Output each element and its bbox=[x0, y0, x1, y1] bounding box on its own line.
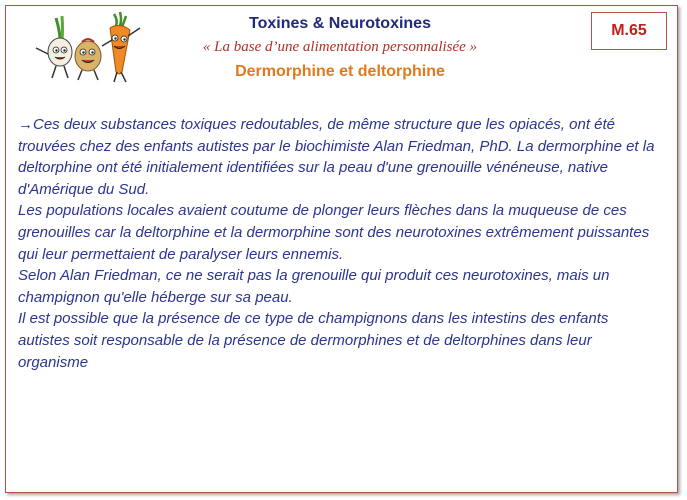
potato-mascot-icon bbox=[75, 39, 101, 80]
body-text bbox=[18, 114, 658, 373]
arrow-right-icon: → bbox=[18, 116, 33, 133]
onion-mascot-icon bbox=[36, 16, 72, 78]
carrot-mascot-icon bbox=[102, 12, 140, 82]
paragraph-1 bbox=[18, 114, 658, 200]
page-title: Toxines & Neurotoxines bbox=[249, 15, 431, 32]
tagline: « La base d’une alimentation personnalisée » bbox=[202, 39, 478, 55]
document-code-badge: M.65 bbox=[591, 12, 667, 50]
page-subtitle: Dermorphine et deltorphine bbox=[235, 63, 445, 80]
vegetable-mascots-icon bbox=[26, 10, 146, 84]
header bbox=[150, 10, 530, 85]
paragraph-1-text: Ces deux substances toxiques redoutables, de même structure que les opiacés, ont été trouvées chez des enfants autistes par le biochimiste Alan Friedman, PhD. La dermorphine et la deltorphine ont été initialement identifiées sur la peau d'une grenouille vénéneuse, native d'Amérique du Sud. bbox=[18, 116, 655, 198]
paragraph-3: Selon Alan Friedman, ce ne serait pas la grenouille qui produit ces neurotoxines, mais un champignon qu'elle héberge sur sa peau. bbox=[18, 267, 610, 306]
paragraph-4: Il est possible que la présence de ce type de champignons dans les intestins des enfants autistes soit responsable de la présence de dermorphines et de deltorphines dans leur organisme bbox=[18, 310, 609, 371]
paragraph-2: Les populations locales avaient coutume de plonger leurs flèches dans la muqueuse de ces grenouilles car la deltorphine et la dermorphine sont des neurotoxines extrêmement puissantes qui leur permettaient de paralyser leurs ennemis. bbox=[18, 202, 650, 263]
